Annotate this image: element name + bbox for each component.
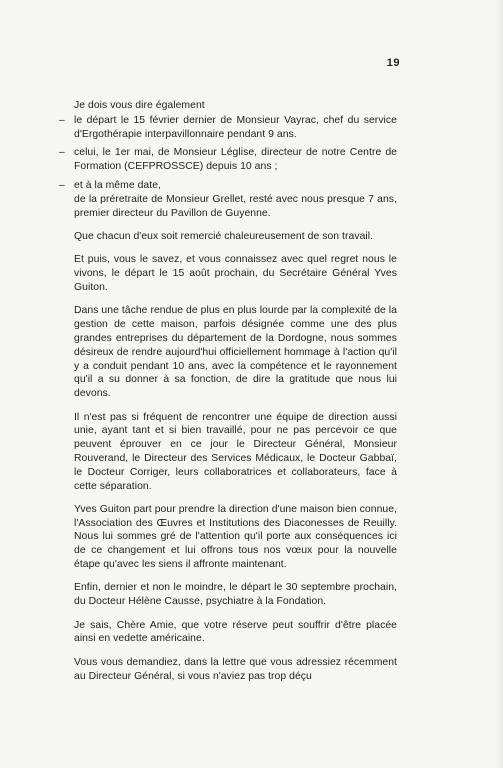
dash-bullet: – (59, 179, 65, 191)
intro-line: Je dois vous dire également (74, 100, 205, 111)
paragraph: Vous vous demandiez, dans la lettre que vous adressiez récemment au Directeur Général, si vous n'aviez pas trop déçu (74, 656, 397, 682)
list-item-text: celui, le 1er mai, de Monsieur Léglise, directeur de notre Centre de Formation (CEFPROSSCE) depuis 10 ans ; (74, 147, 397, 173)
paragraph: Que chacun d'eux soit remercié chaleureusement de son travail. (74, 230, 374, 242)
paragraph: Dans une tâche rendue de plus en plus lourde par la complexité de la gestion de cette maison, parfois désignée comme une des plus grandes entreprises du département de la Dordogne, nous sommes désireux de rendre aujourd'hui officiellement hommage à l'action qu'il y a conduit pendant 10 ans, avec la compétence et le rayonnement qu'il a su donner à sa fonction, de dire la gratitude que nous lui devons. (74, 305, 397, 400)
dash-bullet: – (59, 114, 65, 126)
list-item-line: et à la même date, (74, 179, 161, 191)
page-number: 19 (386, 57, 400, 69)
paragraph: Il n'est pas si fréquent de rencontrer une équipe de direction aussi unie, ayant tant et si bien travaillé, pour ne pas percevoir ce que peuvent éprouver en ce jour le Directeur Général, Monsieur Rouverand, le Directeur des Services Médicaux, le Docteur Gabbaï, le Docteur Corriger, leurs collaboratrices et collaborateurs, face à cette séparation. (74, 411, 397, 492)
paragraph: Je sais, Chère Amie, que votre réserve peut souffrir d'être placée ainsi en vedette américaine. (74, 619, 397, 645)
list-item (59, 146, 397, 174)
letter-body (59, 99, 397, 693)
list-item-text: le départ le 15 février dernier de Monsieur Vayrac, chef du service d'Ergothérapie interpavillonnaire pendant 9 ans. (74, 114, 397, 140)
list-item-text (74, 179, 397, 220)
list-item-continuation: de la préretraite de Monsieur Grellet, resté avec nous presque 7 ans, premier directeur du Pavillon de Guyenne. (74, 193, 397, 219)
paragraph: Yves Guiton part pour prendre la direction d'une maison bien connue, l'Association des Œuvres et Institutions des Diaconesses de Reuilly. Nous lui sommes gré de l'attention qu'il porte aux conséquences ici de ce changement et lui offrons tous nos vœux pour la nouvelle étape qu'avec les siens il affronte maintenant. (74, 503, 397, 571)
paragraph: Enfin, dernier et non le moindre, le départ le 30 septembre prochain, du Docteur Hélène Causse, psychiatre à la Fondation. (74, 582, 397, 608)
list-item (59, 114, 397, 142)
paragraph: Et puis, vous le savez, et vous connaissez avec quel regret nous le vivons, le départ le 15 août prochain, du Secrétaire Général Yves Guiton. (74, 254, 397, 293)
dash-bullet: – (59, 147, 65, 159)
list-item (59, 179, 397, 220)
page-edge-shadow (497, 0, 503, 768)
